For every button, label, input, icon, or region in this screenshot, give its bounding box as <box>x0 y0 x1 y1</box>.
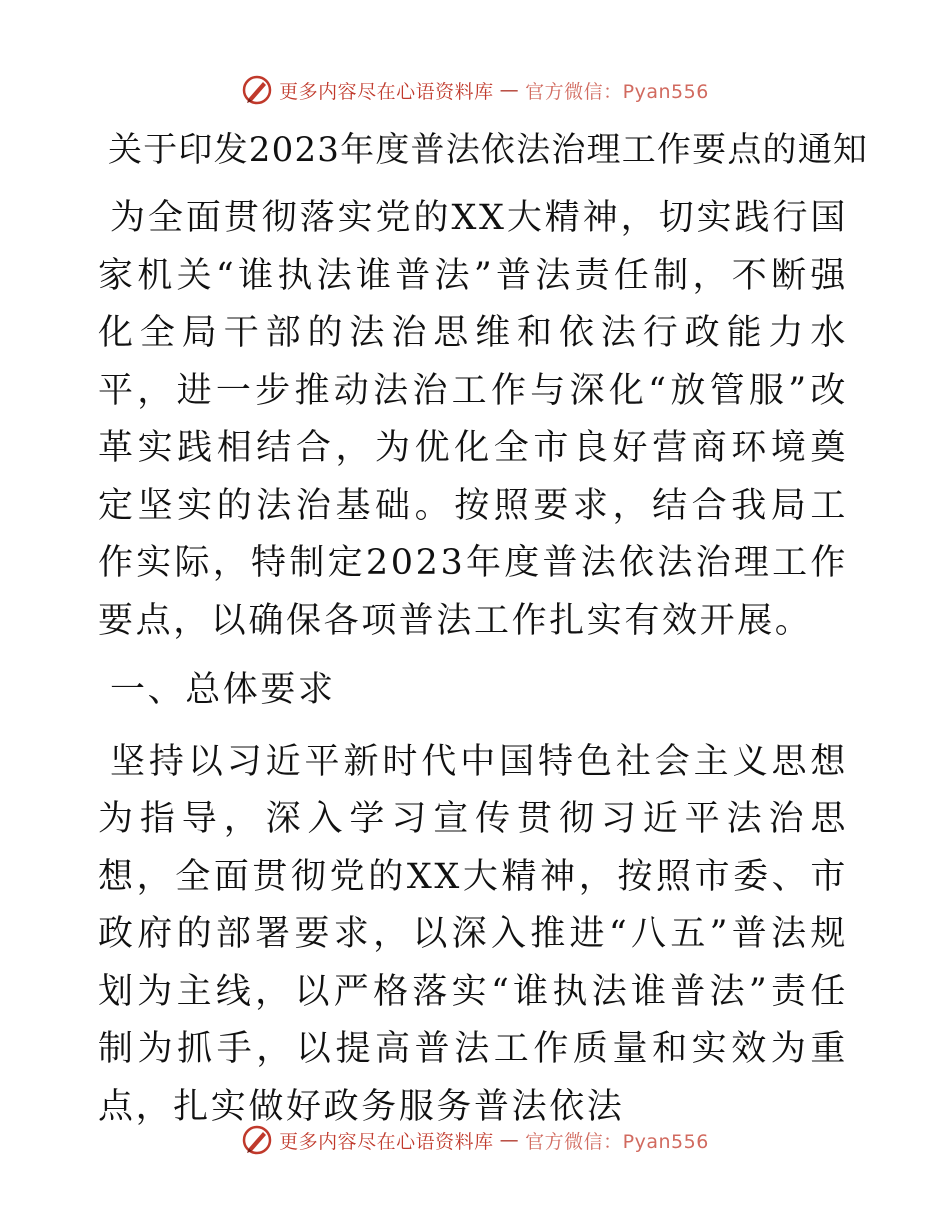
section-heading: 一、总体要求 <box>110 670 336 710</box>
watermark-separator: — <box>499 1129 520 1151</box>
document-title: 关于印发2023年度普法依法治理工作要点的通知 <box>108 130 869 170</box>
intro-paragraph: 为全面贯彻落实党的XX大精神，切实践行国家机关“谁执法谁普法”普法责任制，不断强化全局干部的法治思维和依法行政能力水平，进一步推动法治工作与深化“放管服”改革实践相结合，为优化全市良好营商环境奠定坚实的法治基础。按照要求，结合我局工作实际，特制定2023年度普法依法治理工作要点，以确保各项普法工作扎实有效开展。 <box>98 198 848 641</box>
watermark-wechat: 官方微信：Pyan556 <box>525 80 709 103</box>
document-body <box>98 124 869 1136</box>
watermark-banner-top <box>0 74 950 106</box>
pen-logo-icon <box>241 74 273 106</box>
watermark-wechat: 官方微信：Pyan556 <box>525 1130 709 1153</box>
section-paragraph: 坚持以习近平新时代中国特色社会主义思想为指导，深入学习宣传贯彻习近平法治思想，全面贯彻党的XX大精神，按照市委、市政府的部署要求，以深入推进“八五”普法规划为主线，以严格落实“谁执法谁普法”责任制为抓手，以提高普法工作质量和实效为重点，扎实做好政务服务普法依法 <box>98 741 848 1127</box>
watermark-text: 更多内容尽在心语资料库 <box>279 80 494 103</box>
pen-logo-icon <box>241 1124 273 1156</box>
watermark-separator: — <box>499 79 520 101</box>
watermark-banner-bottom <box>0 1124 950 1156</box>
watermark-text: 更多内容尽在心语资料库 <box>279 1130 494 1153</box>
